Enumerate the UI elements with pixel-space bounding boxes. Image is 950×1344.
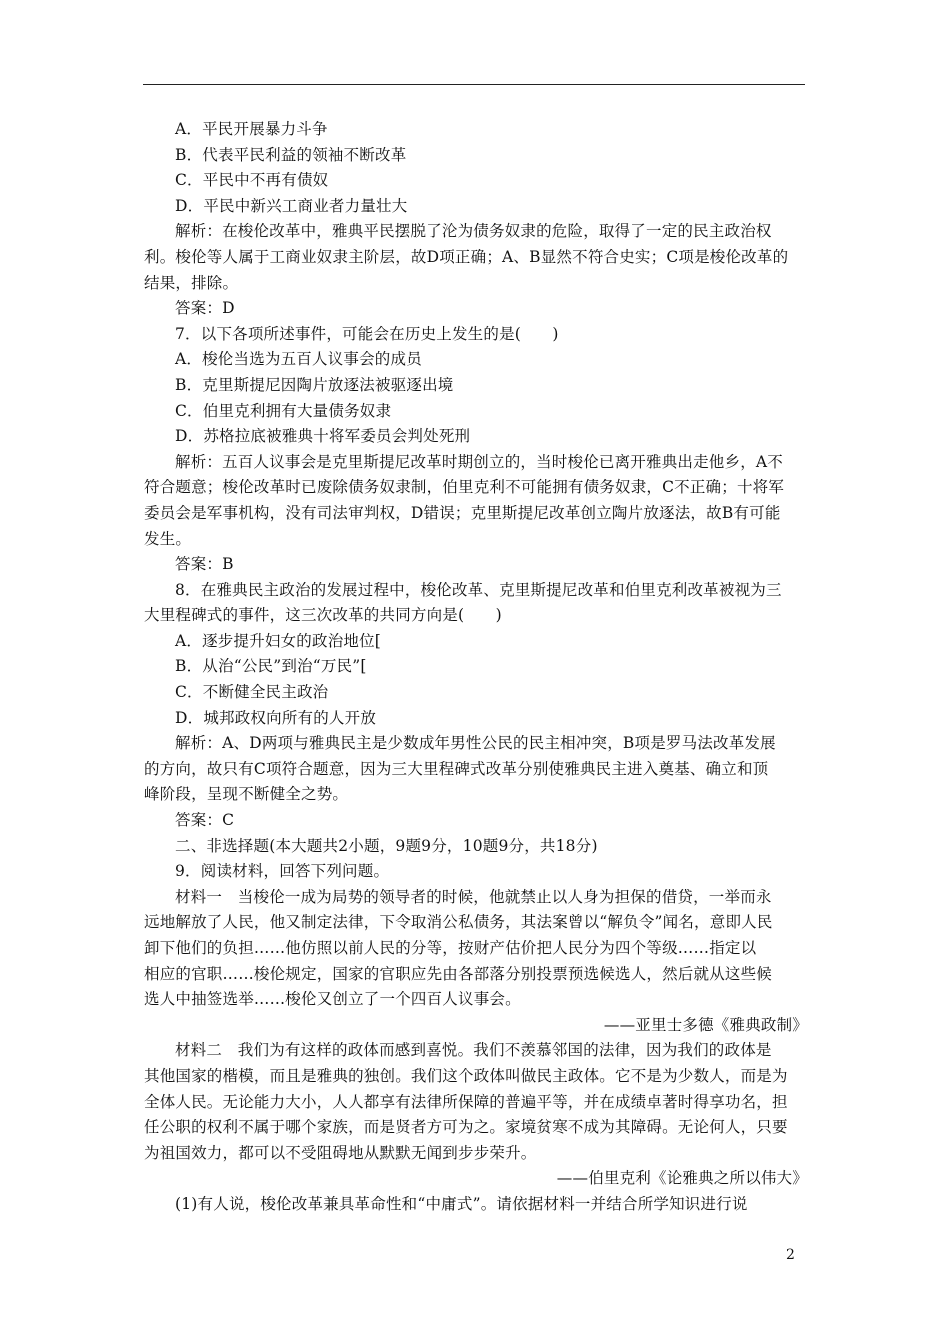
material-1-line: 选人中抽签选举……梭伦又创立了一个四百人议事会。: [144, 990, 521, 1009]
analysis-line: 峰阶段，呈现不断健全之势。: [144, 785, 349, 804]
analysis-line: 符合题意；梭伦改革时已废除债务奴隶制，伯里克利不可能拥有债务奴隶，C不正确；十将军: [144, 478, 785, 497]
material-2-line: 为祖国效力，都可以不受阻碍地从默默无闻到步步荣升。: [144, 1143, 537, 1162]
material-1-line: 远地解放了人民，他又制定法律，下令取消公私债务，其法案曾以“解负令”闻名，意即人民: [144, 913, 773, 932]
material-1-source: ——亚里士多德《雅典政制》: [603, 1015, 808, 1034]
option-d: D．城邦政权向所有的人开放: [175, 708, 377, 727]
question-9: 9．阅读材料，回答下列问题。: [175, 862, 390, 881]
answer-line: 答案：B: [175, 555, 234, 574]
option-b: B．从治“公民”到治“万民”[: [175, 657, 367, 676]
material-1-line: 材料一 当梭伦一成为局势的领导者的时候，他就禁止以人身为担保的借贷，一举而永: [175, 887, 772, 906]
option-b: B．代表平民利益的领袖不断改革: [175, 145, 407, 164]
sub-question-1: (1)有人说，梭伦改革兼具革命性和“中庸式”。请依据材料一并结合所学知识进行说: [175, 1194, 748, 1213]
option-c: C．平民中不再有债奴: [175, 171, 329, 190]
question-7: 7．以下各项所述事件，可能会在历史上发生的是( ): [175, 324, 559, 343]
option-d: D．苏格拉底被雅典十将军委员会判处死刑: [175, 427, 471, 446]
answer-line: 答案：D: [175, 299, 235, 318]
analysis-line: 解析：A、D两项与雅典民主是少数成年男性公民的民主相冲突，B项是罗马法改革发展: [175, 734, 776, 753]
material-2-line: 任公职的权利不属于哪个家族，而是贤者方可为之。家境贫寒不成为其障碍。无论何人，只要: [144, 1118, 788, 1137]
material-2-line: 其他国家的楷模，而且是雅典的独创。我们这个政体叫做民主政体。它不是为少数人，而是为: [144, 1066, 788, 1085]
analysis-line: 利。梭伦等人属于工商业奴隶主阶层，故D项正确；A、B显然不符合史实；C项是梭伦改革的: [144, 247, 789, 266]
analysis-line: 解析：在梭伦改革中，雅典平民摆脱了沦为债务奴隶的危险，取得了一定的民主政治权: [175, 222, 772, 241]
analysis-line: 解析：五百人议事会是克里斯提尼改革时期创立的，当时梭伦已离开雅典出走他乡，A不: [175, 452, 783, 471]
analysis-line: 结果，排除。: [144, 273, 239, 292]
option-b: B．克里斯提尼因陶片放逐法被驱逐出境: [175, 375, 454, 394]
question-8: 8．在雅典民主政治的发展过程中，梭伦改革、克里斯提尼改革和伯里克利改革被视为三: [175, 580, 782, 599]
material-2-source: ——伯里克利《论雅典之所以伟大》: [556, 1169, 808, 1188]
header-rule: [143, 84, 805, 85]
material-2-line: 全体人民。无论能力大小，人人都享有法律所保障的普遍平等，并在成绩卓著时得享功名，担: [144, 1092, 788, 1111]
page-number: 2: [786, 1247, 795, 1263]
option-a: A．逐步提升妇女的政治地位[: [175, 631, 382, 650]
material-1-line: 卸下他们的负担……他仿照以前人民的分等，按财产估价把人民分为四个等级……指定以: [144, 939, 757, 957]
option-a: A．平民开展暴力斗争: [175, 120, 328, 138]
material-1-line: 相应的官职……梭伦规定，国家的官职应先由各部落分别投票预选候选人，然后就从这些候: [144, 964, 773, 983]
analysis-line: 发生。: [144, 529, 192, 548]
option-c: C．伯里克利拥有大量债务奴隶: [175, 401, 392, 420]
question-8-cont: 大里程碑式的事件，这三次改革的共同方向是( ): [144, 606, 502, 625]
option-c: C．不断健全民主政治: [175, 683, 329, 702]
material-2-line: 材料二 我们为有这样的政体而感到喜悦。我们不羡慕邻国的法律，因为我们的政体是: [175, 1041, 772, 1060]
page-body: [144, 117, 808, 1218]
option-a: A．梭伦当选为五百人议事会的成员: [175, 350, 422, 369]
analysis-line: 的方向，故只有C项符合题意，因为三大里程碑式改革分别使雅典民主进入奠基、确立和顶: [144, 759, 769, 778]
option-d: D．平民中新兴工商业者力量壮大: [175, 196, 408, 215]
section-heading: 二、非选择题(本大题共2小题，9题9分，10题9分，共18分): [175, 836, 598, 855]
analysis-line: 委员会是军事机构，没有司法审判权，D错误；克里斯提尼改革创立陶片放逐法，故B有可能: [144, 503, 781, 522]
answer-line: 答案：C: [175, 811, 235, 830]
